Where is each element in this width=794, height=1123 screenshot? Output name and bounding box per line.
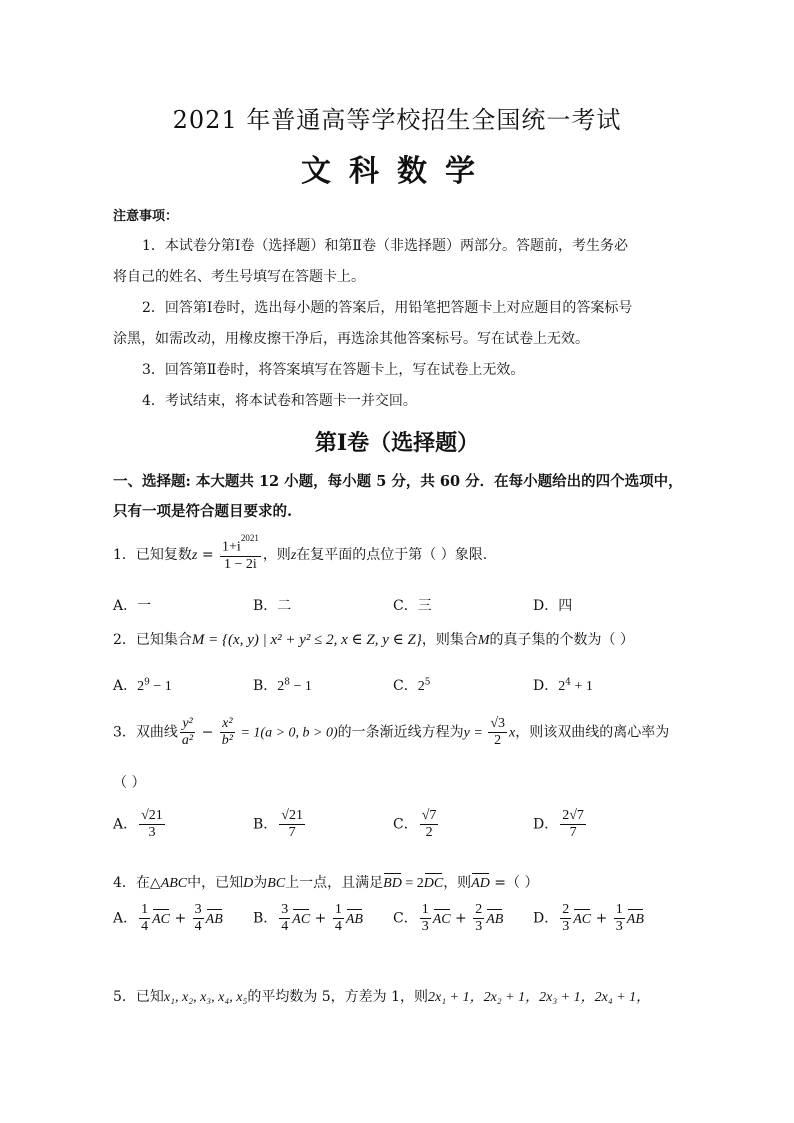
q1-option-c: C．三 [393,598,432,614]
q3-option-a: A． $\frac{√21}{3}$ [113,808,163,841]
q1-mid: ，则 [262,546,291,563]
notice-item-1: 1．本试卷分第Ⅰ卷（选择题）和第Ⅱ卷（非选择题）两部分。答题前，考生务必 [142,238,628,254]
vector-bd: BD [383,876,402,891]
notice-item-2: 2．回答第Ⅰ卷时，选出每小题的答案后，用铅笔把答题卡上对应题目的答案标号 [142,300,633,316]
q4-option-b: B． $\frac{3}{4}$ AC + $\frac{1}{4}$ AB [253,902,363,935]
q2-m: M [477,633,490,648]
q1-z: z [191,547,198,563]
q1-den: 1 − 2i [224,556,257,572]
q2-suffix: ，则集合 [421,632,478,648]
q3-frac1: $\frac{\text{y²}}{\text{a²}}$ [181,716,194,749]
q3-option-c: C． $\frac{√7}{2}$ [393,808,437,841]
q1-z2: z [290,547,297,563]
q4-option-d: D． $\frac{2}{3}$ AC + $\frac{1}{3}$ AB [533,902,644,935]
question-5: 5．已知x₁, x₂, x₃, x₄, x₅的平均数为 5，方差为 1，则2x₁ + 1，2x₂ + 1，2x₃ + 1，2x₄ + 1， [113,989,651,1005]
question-2 [113,629,634,649]
notice-heading: 注意事项： [113,209,179,224]
q1-suffix: 在复平面的点位于第（ ）象限. [296,546,488,563]
q3-mid: 的一条渐近线方程为 [337,724,464,741]
q2-set: M = {(x, y) | x² + y² ≤ 2, x ∈ Z, y ∈ Z} [191,632,422,648]
q3-cond: = 1(a > 0, b > 0) [236,725,338,741]
q4-option-c: C． $\frac{1}{3}$ AC + $\frac{2}{3}$ AB [393,902,504,935]
q3-suffix: ，则该双曲线的离心率为 [515,724,670,741]
q3-frac2: $\frac{\text{x²}}{\text{b²}}$ [221,716,233,749]
vector-ad: AD [471,876,490,891]
q2-prefix: 2．已知集合 [113,632,192,648]
q1-num: 1+i [222,539,241,555]
section-intro-1: 一、选择题: 本大题共 12 小题，每小题 5 分，共 60 分．在每小题给出的四个选项中， [113,473,683,490]
q2-option-c: C．$2^5$ [393,677,431,694]
vector-dc: DC [423,876,444,891]
section-title: 第Ⅰ卷（选择题） [314,430,480,456]
q3-option-b: B． $\frac{√21}{7}$ [253,808,303,841]
question-3: 3．双曲线 $\frac{\text{y²}}{\text{a²}}$ − $\frac{\text{x²}}{\text{b²}}$ = 1(a > 0, b > 0)的一条渐近线方程为y = $\frac{√3}{2}$ x，则该双曲线的离心率为 [113,716,670,749]
q1-prefix: 1．已知复数 [113,546,192,563]
section-intro-2: 只有一项是符合题目要求的. [113,503,293,520]
notice-item-4: 4．考试结束，将本试卷和答题卡一并交回。 [142,393,417,409]
q2-suffix2: 的真子集的个数为（ ） [489,632,634,648]
q1-option-b: B．二 [253,598,292,614]
q1-exp: 2021 [240,533,259,543]
q2-option-b: B．$2^8 - 1$ [253,677,312,694]
q1-fraction [220,533,261,573]
exam-title: 2021 年普通高等学校招生全国统一考试 [172,106,622,134]
q3-frac3: $\frac{√3}{2}$ [490,716,505,749]
notice-item-1-cont: 将自己的姓名、考生号填写在答题卡上。 [113,269,365,285]
q3-option-d: D． $\frac{2√7}{7}$ [533,808,584,841]
q2-option-d: D．$2^4 + 1$ [533,677,593,694]
q1-option-d: D．四 [533,598,573,614]
q3-paren: （ ） [113,775,146,791]
q4-option-a: A． $\frac{1}{4}$ AC + $\frac{3}{4}$ AB [113,902,223,935]
q2-option-a: A．$2^9 - 1$ [113,677,172,694]
q1-eq: = [197,546,219,563]
notice-item-3: 3．回答第Ⅱ卷时，将答案填写在答题卡上，写在试卷上无效。 [142,362,525,378]
q3-prefix: 3．双曲线 [113,724,178,741]
subject-title: 文科数学 [301,154,493,189]
question-4: 4．在△ABC中，已知D为BC上一点，且满足BD = 2DC，则AD =（ ） [113,875,539,891]
q1-option-a: A．一 [113,598,152,614]
notice-item-2-cont: 涂黑，如需改动，用橡皮擦干净后，再选涂其他答案标号。写在试卷上无效。 [113,331,589,347]
question-1 [113,533,488,573]
